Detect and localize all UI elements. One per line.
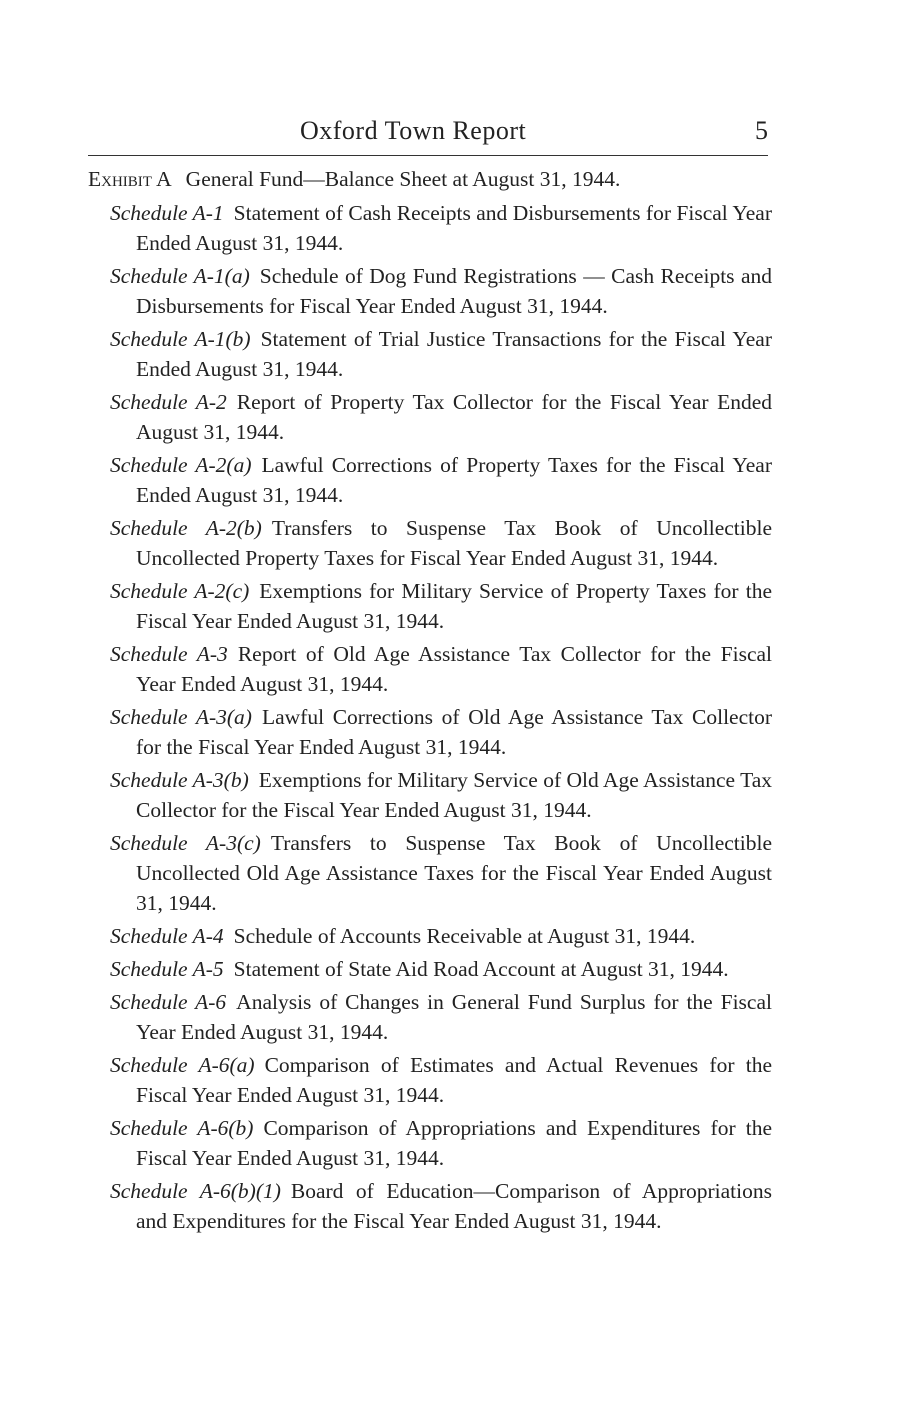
schedule-entry	[110, 576, 772, 636]
header-rule	[88, 155, 768, 156]
schedule-title: Report of Old Age Assistance Tax Collector for the Fiscal Year Ended August 31, 1944.	[136, 642, 773, 696]
schedule-entry	[110, 702, 772, 762]
schedule-entry	[110, 1176, 772, 1236]
schedule-label: Schedule A-6(a)	[110, 1053, 255, 1077]
page-number: 5	[755, 116, 768, 145]
schedule-title: Schedule of Accounts Receivable at August 31, 1944.	[233, 924, 696, 948]
exhibit-title: General Fund—Balance Sheet at August 31, 1944.	[185, 167, 621, 191]
schedule-title: Exemptions for Military Service of Old Age Assistance Tax Collector for the Fiscal Year Ended August 31, 1944.	[136, 768, 773, 822]
schedule-label: Schedule A-2(b)	[110, 516, 262, 540]
schedule-label: Schedule A-3(c)	[110, 831, 261, 855]
schedule-entry	[110, 387, 772, 447]
schedule-label: Schedule A-1(b)	[110, 327, 251, 351]
schedule-entry	[110, 198, 772, 258]
schedule-entry	[110, 261, 772, 321]
schedule-entry	[110, 954, 772, 984]
schedule-entry	[110, 1113, 772, 1173]
schedule-label: Schedule A-2(c)	[110, 579, 250, 603]
schedule-title: Statement of State Aid Road Account at August 31, 1944.	[233, 957, 729, 981]
schedule-title: Transfers to Suspense Tax Book of Uncollectible Uncollected Old Age Assistance Taxes for the Fiscal Year Ended August 31, 1944.	[136, 831, 772, 915]
schedule-entry	[110, 513, 772, 573]
schedule-label: Schedule A-6(b)(1)	[110, 1179, 281, 1203]
schedule-label: Schedule A-2(a)	[110, 453, 252, 477]
schedule-entry	[110, 450, 772, 510]
schedule-title: Report of Property Tax Collector for the Fiscal Year Ended August 31, 1944.	[136, 390, 772, 444]
schedule-title: Comparison of Estimates and Actual Revenues for the Fiscal Year Ended August 31, 1944.	[136, 1053, 772, 1107]
schedule-title: Board of Education—Comparison of Appropriations and Expenditures for the Fiscal Year Ended August 31, 1944.	[136, 1179, 772, 1233]
schedule-title: Transfers to Suspense Tax Book of Uncollectible Uncollected Property Taxes for Fiscal Year Ended August 31, 1944.	[136, 516, 773, 570]
schedule-entry	[110, 987, 772, 1047]
schedule-label: Schedule A-3(b)	[110, 768, 249, 792]
schedule-title: Schedule of Dog Fund Registrations — Cash Receipts and Disbursements for Fiscal Year Ended August 31, 1944.	[136, 264, 772, 318]
schedule-entry	[110, 1050, 772, 1110]
schedule-title: Statement of Cash Receipts and Disbursements for Fiscal Year Ended August 31, 1944.	[136, 201, 772, 255]
schedule-title: Comparison of Appropriations and Expenditures for the Fiscal Year Ended August 31, 1944.	[136, 1116, 773, 1170]
schedule-label: Schedule A-3(a)	[110, 705, 252, 729]
schedule-title: Exemptions for Military Service of Property Taxes for the Fiscal Year Ended August 31, 1944.	[136, 579, 772, 633]
page-title: Oxford Town Report	[300, 116, 527, 145]
exhibit-entry	[88, 164, 772, 194]
schedule-title: Lawful Corrections of Old Age Assistance Tax Collector for the Fiscal Year Ended August 31, 1944.	[136, 705, 773, 759]
schedule-entry	[110, 828, 772, 918]
schedule-entry	[110, 639, 772, 699]
schedule-label: Schedule A-2	[110, 390, 227, 414]
schedule-entry	[110, 324, 772, 384]
schedule-entry	[110, 765, 772, 825]
schedule-title: Lawful Corrections of Property Taxes for the Fiscal Year Ended August 31, 1944.	[136, 453, 772, 507]
running-head	[88, 116, 768, 156]
schedule-label: Schedule A-4	[110, 924, 224, 948]
schedule-label: Schedule A-1(a)	[110, 264, 250, 288]
schedule-label: Schedule A-5	[110, 957, 224, 981]
schedule-list	[88, 164, 772, 1239]
schedule-entry	[110, 921, 772, 951]
schedule-title: Analysis of Changes in General Fund Surplus for the Fiscal Year Ended August 31, 1944.	[136, 990, 772, 1044]
exhibit-label: Exhibit A	[88, 167, 172, 191]
schedule-label: Schedule A-6	[110, 990, 227, 1014]
schedule-label: Schedule A-1	[110, 201, 224, 225]
schedule-title: Statement of Trial Justice Transactions for the Fiscal Year Ended August 31, 1944.	[136, 327, 772, 381]
schedule-label: Schedule A-6(b)	[110, 1116, 254, 1140]
schedule-label: Schedule A-3	[110, 642, 228, 666]
